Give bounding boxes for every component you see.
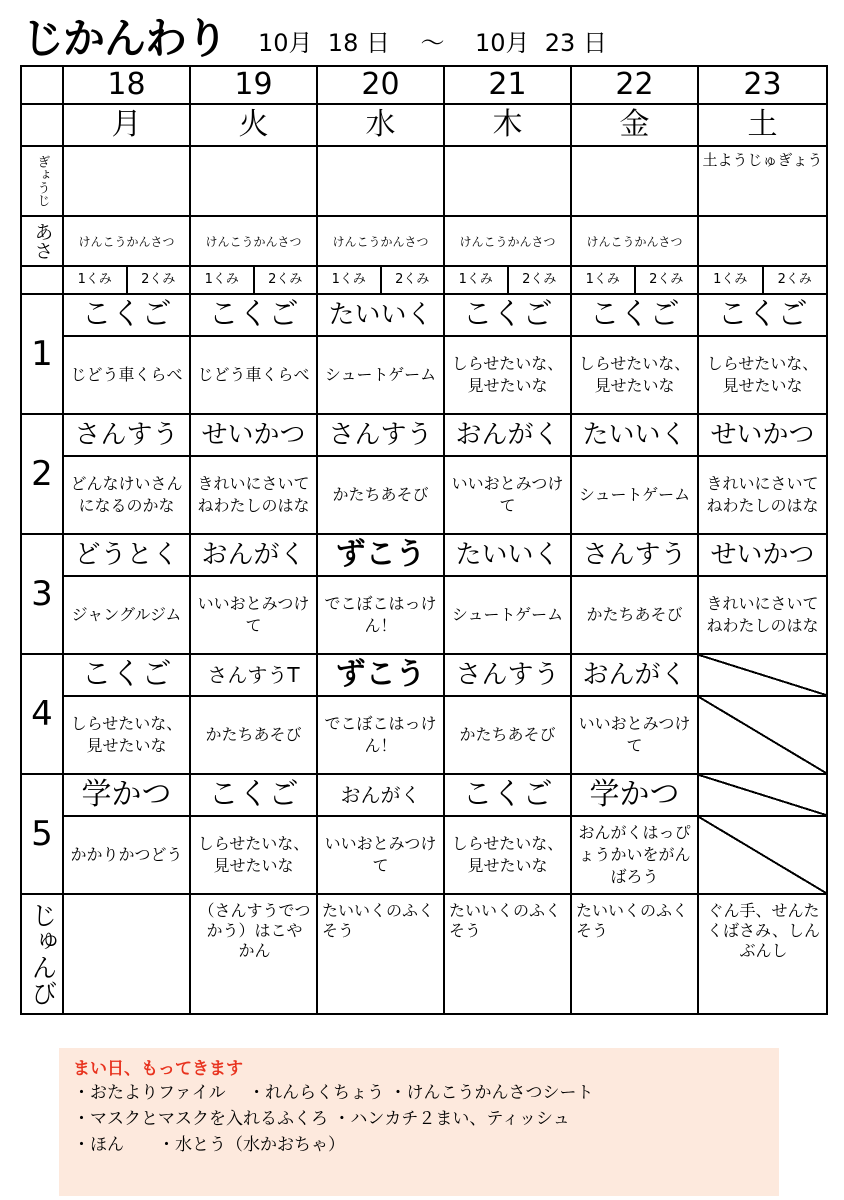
activity-cell: おんがくはっぴょうかいをがんばろう bbox=[571, 816, 698, 894]
kumi-cell bbox=[317, 266, 444, 294]
activity-cell: でこぼこはっけん！ bbox=[317, 576, 444, 654]
activity-cell: かたちあそび bbox=[571, 576, 698, 654]
subject-cell: たいいく bbox=[571, 414, 698, 456]
period-activity-row bbox=[21, 576, 827, 654]
activity-cell: きれいにさいてねわたしのはな bbox=[190, 456, 317, 534]
activity-cell: いいおとみつけて bbox=[444, 456, 571, 534]
subject-cell: さんすう bbox=[571, 534, 698, 576]
subject-cell: さんすうT bbox=[190, 654, 317, 696]
day-number: 20 bbox=[317, 66, 444, 104]
activity-cell: じどう車くらべ bbox=[190, 336, 317, 414]
asa-cell: けんこうかんさつ bbox=[444, 216, 571, 266]
day-number: 19 bbox=[190, 66, 317, 104]
kumi-cell bbox=[698, 266, 827, 294]
subject-cell: こくご bbox=[444, 294, 571, 336]
activity-cell: かたちあそび bbox=[317, 456, 444, 534]
subject-cell: おんがく bbox=[190, 534, 317, 576]
activity-cell: しらせたいな、見せたいな bbox=[571, 336, 698, 414]
corner-cell bbox=[21, 104, 63, 146]
kumi-row bbox=[21, 266, 827, 294]
day-of-week: 月 bbox=[63, 104, 190, 146]
gyoji-cell bbox=[63, 146, 190, 216]
day-number: 23 bbox=[698, 66, 827, 104]
corner-cell bbox=[21, 66, 63, 104]
activity-cell: シュートゲーム bbox=[444, 576, 571, 654]
gyoji-label: ぎょうじ bbox=[21, 146, 63, 216]
activity-cell: しらせたいな、見せたいな bbox=[190, 816, 317, 894]
kumi-2: 2くみ bbox=[253, 267, 317, 293]
kumi-1: 1くみ bbox=[204, 272, 239, 287]
activity-cell: しらせたいな、見せたいな bbox=[444, 336, 571, 414]
activity-cell: きれいにさいてねわたしのはな bbox=[698, 576, 827, 654]
asa-row bbox=[21, 216, 827, 266]
period-subject-row bbox=[21, 654, 827, 696]
page-title: じかんわり bbox=[22, 14, 228, 63]
asa-cell: けんこうかんさつ bbox=[190, 216, 317, 266]
day-of-week-row bbox=[21, 104, 827, 146]
junbi-cell: たいいくのふくそう bbox=[317, 894, 444, 1014]
period-activity-row bbox=[21, 336, 827, 414]
subject-cell: たいいく bbox=[317, 294, 444, 336]
activity-cell: でこぼこはっけん！ bbox=[317, 696, 444, 774]
day-of-week: 土 bbox=[698, 104, 827, 146]
subject-cell: ずこう bbox=[317, 534, 444, 576]
activity-cell: シュートゲーム bbox=[571, 456, 698, 534]
kumi-2: 2くみ bbox=[380, 267, 444, 293]
gyoji-cell bbox=[317, 146, 444, 216]
gyoji-cell: 土ようじゅぎょう bbox=[698, 146, 827, 216]
activity-cell: かたちあそび bbox=[444, 696, 571, 774]
activity-cell: シュートゲーム bbox=[317, 336, 444, 414]
day-number: 22 bbox=[571, 66, 698, 104]
activity-cell: どんなけいさんになるのかな bbox=[63, 456, 190, 534]
subject-cell: おんがく bbox=[571, 654, 698, 696]
period-subject-row bbox=[21, 294, 827, 336]
period-subject-row bbox=[21, 534, 827, 576]
gyoji-cell bbox=[444, 146, 571, 216]
junbi-cell: たいいくのふくそう bbox=[444, 894, 571, 1014]
day-of-week: 木 bbox=[444, 104, 571, 146]
kumi-1: 1くみ bbox=[458, 272, 493, 287]
asa-cell: けんこうかんさつ bbox=[63, 216, 190, 266]
subject-cell: こくご bbox=[698, 294, 827, 336]
kumi-cell bbox=[190, 266, 317, 294]
activity-cell: ジャングルジム bbox=[63, 576, 190, 654]
day-of-week: 火 bbox=[190, 104, 317, 146]
subject-cell: こくご bbox=[444, 774, 571, 816]
junbi-label: じゅんび bbox=[21, 894, 63, 1014]
notes-line: ・おたよりファイル ・れんらくちょう ・けんこうかんさつシート bbox=[73, 1083, 594, 1103]
subject-cell: たいいく bbox=[444, 534, 571, 576]
asa-cell bbox=[698, 216, 827, 266]
kumi-1: 1くみ bbox=[77, 272, 112, 287]
period-number: 2 bbox=[21, 414, 63, 534]
subject-cell: こくご bbox=[190, 774, 317, 816]
notes-line: ・ほん ・水とう（水かおちゃ） bbox=[73, 1135, 345, 1155]
activity-cell: かたちあそび bbox=[190, 696, 317, 774]
junbi-cell bbox=[63, 894, 190, 1014]
day-number-row bbox=[21, 66, 827, 104]
empty-slash-cell bbox=[698, 654, 827, 696]
activity-cell: しらせたいな、見せたいな bbox=[698, 336, 827, 414]
junbi-row bbox=[21, 894, 827, 1014]
subject-cell: こくご bbox=[571, 294, 698, 336]
subject-cell: 学かつ bbox=[63, 774, 190, 816]
period-number: 4 bbox=[21, 654, 63, 774]
subject-cell: さんすう bbox=[63, 414, 190, 456]
notes-title: まい日、もってきます bbox=[73, 1059, 243, 1079]
subject-cell: こくご bbox=[190, 294, 317, 336]
activity-cell: いいおとみつけて bbox=[571, 696, 698, 774]
empty-slash-cell bbox=[698, 696, 827, 774]
period-subject-row bbox=[21, 774, 827, 816]
subject-cell: せいかつ bbox=[698, 414, 827, 456]
activity-cell: きれいにさいてねわたしのはな bbox=[698, 456, 827, 534]
subject-cell: 学かつ bbox=[571, 774, 698, 816]
kumi-1: 1くみ bbox=[331, 272, 366, 287]
subject-cell: ずこう bbox=[317, 654, 444, 696]
subject-cell: さんすう bbox=[317, 414, 444, 456]
junbi-cell: ぐん手、せんたくばさみ、しんぶんし bbox=[698, 894, 827, 1014]
kumi-1: 1くみ bbox=[713, 272, 748, 287]
subject-cell: さんすう bbox=[444, 654, 571, 696]
notes-line: ・マスクとマスクを入れるふくろ ・ハンカチ２まい、ティッシュ bbox=[73, 1109, 570, 1129]
subject-cell: こくご bbox=[63, 294, 190, 336]
subject-cell: せいかつ bbox=[190, 414, 317, 456]
asa-cell: けんこうかんさつ bbox=[317, 216, 444, 266]
day-number: 18 bbox=[63, 66, 190, 104]
daily-items-notes bbox=[59, 1048, 779, 1196]
activity-cell: じどう車くらべ bbox=[63, 336, 190, 414]
period-number: 3 bbox=[21, 534, 63, 654]
junbi-cell: たいいくのふくそう bbox=[571, 894, 698, 1014]
period-activity-row bbox=[21, 456, 827, 534]
activity-cell: しらせたいな、見せたいな bbox=[63, 696, 190, 774]
kumi-2: 2くみ bbox=[634, 267, 698, 293]
kumi-cell bbox=[63, 266, 190, 294]
kumi-2: 2くみ bbox=[126, 267, 190, 293]
gyoji-row bbox=[21, 146, 827, 216]
asa-cell: けんこうかんさつ bbox=[571, 216, 698, 266]
activity-cell: いいおとみつけて bbox=[317, 816, 444, 894]
period-number: 1 bbox=[21, 294, 63, 414]
subject-cell: こくご bbox=[63, 654, 190, 696]
kumi-cell bbox=[444, 266, 571, 294]
kumi-2: 2くみ bbox=[507, 267, 571, 293]
empty-slash-cell bbox=[698, 816, 827, 894]
kumi-cell bbox=[571, 266, 698, 294]
kumi-label bbox=[21, 266, 63, 294]
junbi-cell: （さんすうでつかう）はこや かん bbox=[190, 894, 317, 1014]
period-subject-row bbox=[21, 414, 827, 456]
activity-cell: かかりかつどう bbox=[63, 816, 190, 894]
day-of-week: 金 bbox=[571, 104, 698, 146]
empty-slash-cell bbox=[698, 774, 827, 816]
day-number: 21 bbox=[444, 66, 571, 104]
gyoji-cell bbox=[571, 146, 698, 216]
header bbox=[22, 12, 822, 67]
activity-cell: いいおとみつけて bbox=[190, 576, 317, 654]
subject-cell: おんがく bbox=[444, 414, 571, 456]
day-of-week: 水 bbox=[317, 104, 444, 146]
subject-cell: どうとく bbox=[63, 534, 190, 576]
subject-cell: せいかつ bbox=[698, 534, 827, 576]
date-range: 10月 18 日 ～ 10月 23 日 bbox=[258, 29, 607, 57]
period-activity-row bbox=[21, 696, 827, 774]
kumi-1: 1くみ bbox=[585, 272, 620, 287]
gyoji-cell bbox=[190, 146, 317, 216]
subject-cell: おんがく bbox=[317, 774, 444, 816]
activity-cell: しらせたいな、見せたいな bbox=[444, 816, 571, 894]
period-activity-row bbox=[21, 816, 827, 894]
kumi-2: 2くみ bbox=[762, 267, 827, 293]
period-number: 5 bbox=[21, 774, 63, 894]
asa-label: あさ bbox=[21, 216, 63, 266]
timetable bbox=[20, 65, 828, 1015]
